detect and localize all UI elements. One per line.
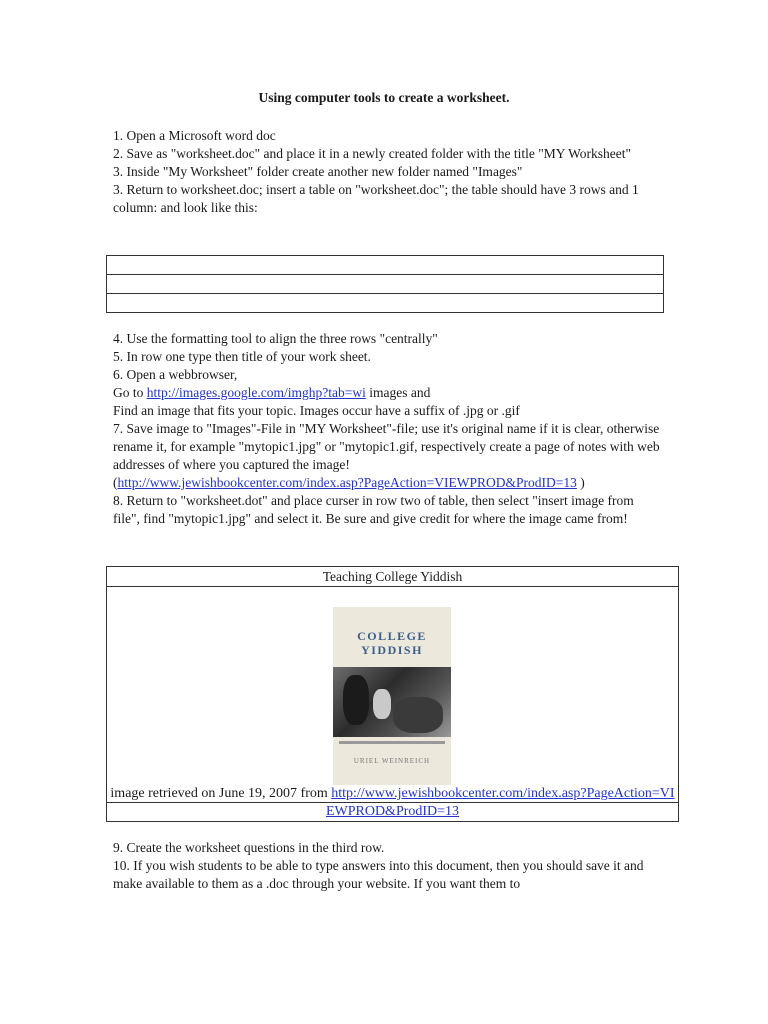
caption-prefix: image retrieved on June 19, 2007 from — [110, 786, 332, 801]
table-row — [107, 256, 663, 275]
google-images-link[interactable]: http://images.google.com/imghp?tab=wi — [146, 385, 366, 400]
find-line: Find an image that fits your topic. Images occur have a suffix of .jpg or .gif — [113, 403, 520, 418]
cover-photo — [333, 667, 451, 737]
cover-photo-figure — [373, 689, 391, 719]
cover-title-line2: YIDDISH — [361, 643, 423, 657]
step-3a: 3. Inside "My Worksheet" folder create another new folder named "Images" — [113, 164, 523, 179]
cover-title-line1: COLLEGE — [357, 629, 427, 643]
table-row — [107, 294, 663, 312]
steps-part3 — [113, 839, 663, 893]
example-table-image-row — [107, 587, 678, 819]
example-table — [106, 566, 679, 822]
page-title: Using computer tools to create a worksheet. — [258, 90, 510, 105]
paren-open: ( — [113, 475, 118, 490]
paren-close: ) — [576, 475, 585, 490]
steps-part2 — [113, 330, 663, 528]
step-7: 7. Save image to "Images"-File in "MY Worksheet"-file; use it's original name if it is clear, otherwise rename it, for example "mytopic1.jpg" or "mytopic1.gif, respectively create a page of notes with web addresses of where you captured the image! — [113, 421, 660, 472]
step-6: 6. Open a webbrowser, — [113, 367, 238, 382]
book-cover-image — [333, 607, 451, 785]
cover-photo-figure — [393, 697, 443, 733]
steps-part1 — [113, 127, 663, 217]
cover-author: URIEL WEINREICH — [353, 757, 431, 765]
step-3b: 3. Return to worksheet.doc; insert a table on "worksheet.doc"; the table should have 3 rows and 1 column: and look like this: — [113, 182, 639, 215]
goto-prefix: Go to — [113, 385, 147, 400]
empty-table — [106, 255, 664, 313]
goto-suffix: images and — [365, 385, 431, 400]
step-10: 10. If you wish students to be able to type answers into this document, then you should save it and make available to them as a .doc through your website. If you want them to — [113, 858, 644, 891]
cover-subtitle-rule — [339, 741, 445, 744]
example-table-header: Teaching College Yiddish — [107, 567, 678, 587]
step-8: 8. Return to "worksheet.dot" and place curser in row two of table, then select "insert image from file", find "mytopic1.jpg" and select it. Be sure and give credit for where the image came from! — [113, 493, 634, 526]
image-caption — [107, 785, 678, 821]
step-1: 1. Open a Microsoft word doc — [113, 128, 276, 143]
step-5: 5. In row one type then title of your work sheet. — [113, 349, 371, 364]
table-row — [107, 275, 663, 294]
cover-photo-figure — [343, 675, 369, 725]
step-2: 2. Save as "worksheet.doc" and place it in a newly created folder with the title "MY Worksheet" — [113, 146, 632, 161]
goto-line — [113, 384, 663, 402]
step-9: 9. Create the worksheet questions in the third row. — [113, 840, 385, 855]
step-4: 4. Use the formatting tool to align the three rows "centrally" — [113, 331, 438, 346]
jewishbookcenter-link[interactable]: http://www.jewishbookcenter.com/index.asp?PageAction=VIEWPROD&ProdID=13 — [117, 475, 577, 490]
step-7-link-line — [113, 474, 663, 492]
caption-link[interactable]: http://www.jewishbookcenter.com/index.asp?PageAction=VIEWPROD&ProdID=13 — [325, 786, 675, 819]
